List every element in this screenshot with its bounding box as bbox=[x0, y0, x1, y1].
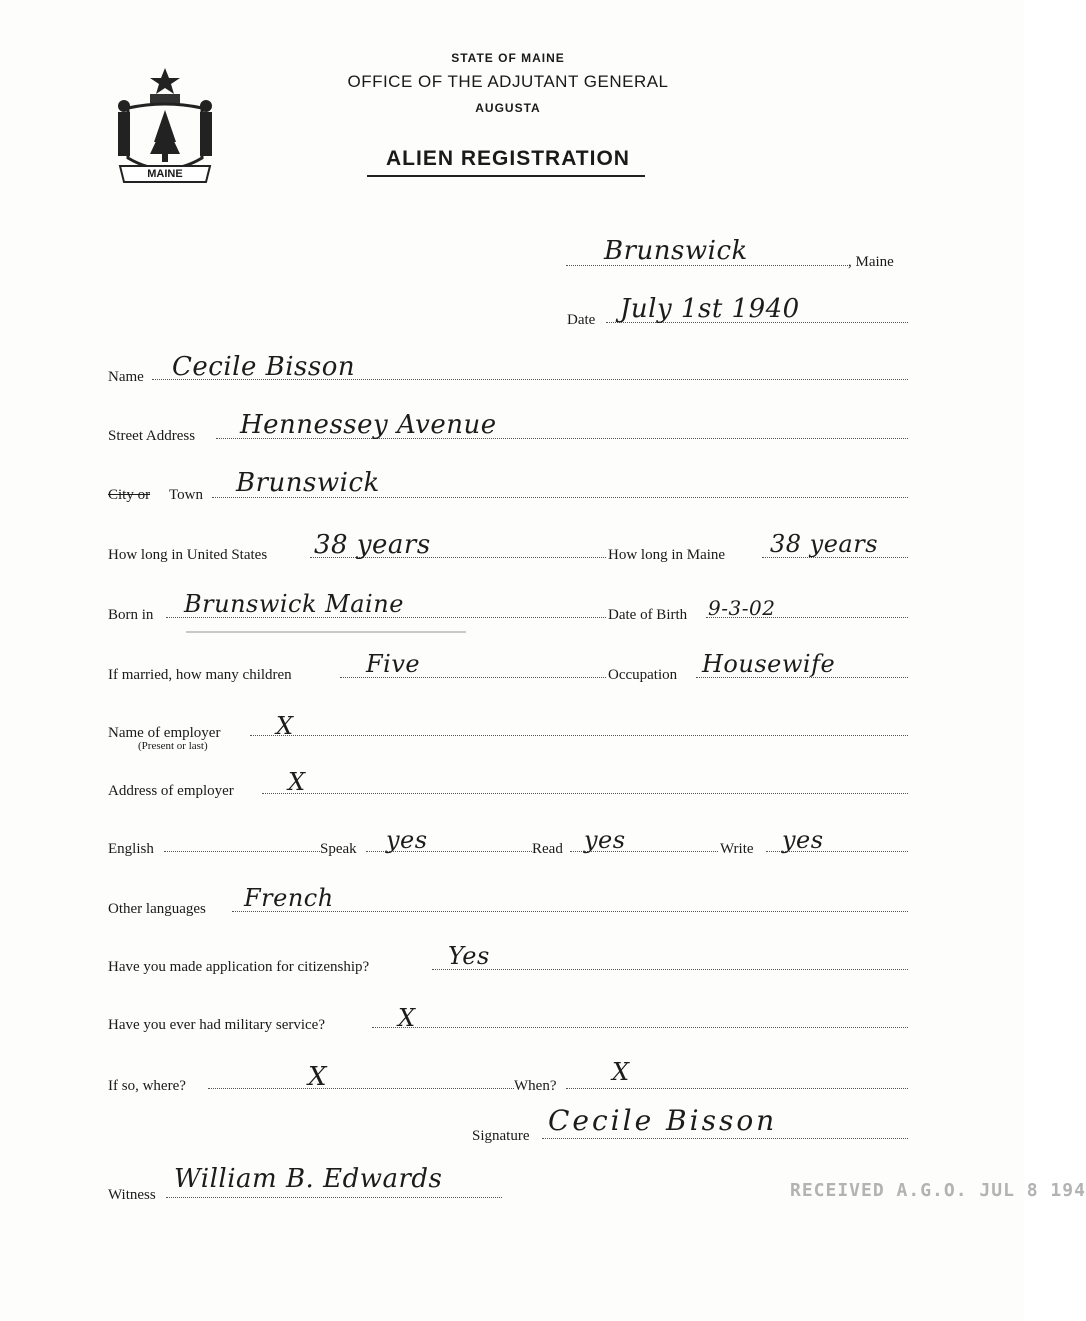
header-state: STATE OF MAINE bbox=[451, 51, 565, 65]
signature-value: Cecile Bisson bbox=[548, 1104, 778, 1137]
citizenship-value: Yes bbox=[448, 942, 490, 970]
street-value: Hennessey Avenue bbox=[240, 410, 497, 440]
other-languages-value: French bbox=[244, 884, 334, 912]
name-value: Cecile Bisson bbox=[172, 352, 356, 382]
how-long-maine-value: 38 years bbox=[770, 530, 879, 558]
write-value: yes bbox=[782, 826, 824, 854]
english-label: English bbox=[108, 841, 154, 857]
how-long-us-value: 38 years bbox=[314, 530, 431, 560]
where-value: X bbox=[308, 1062, 328, 1092]
town-label: Town bbox=[169, 487, 203, 503]
employer-address-value: X bbox=[288, 768, 306, 796]
town-value: Brunswick bbox=[236, 468, 380, 498]
how-long-maine-label: How long in Maine bbox=[608, 547, 726, 563]
title-underline bbox=[367, 175, 645, 177]
born-in-label: Born in bbox=[108, 607, 154, 623]
occupation-label: Occupation bbox=[608, 667, 678, 683]
employer-address-label: Address of employer bbox=[108, 783, 234, 799]
header-city: AUGUSTA bbox=[475, 101, 541, 115]
header-office: OFFICE OF THE ADJUTANT GENERAL bbox=[347, 72, 669, 91]
signature-label: Signature bbox=[472, 1128, 530, 1144]
military-label: Have you ever had military service? bbox=[108, 1017, 325, 1033]
city-or-label: City or bbox=[108, 487, 151, 503]
date-label: Date bbox=[567, 312, 596, 328]
employer-label: Name of employer bbox=[108, 725, 221, 741]
dob-label: Date of Birth bbox=[608, 607, 688, 623]
other-languages-label: Other languages bbox=[108, 901, 206, 917]
when-value: X bbox=[612, 1058, 630, 1086]
where-label: If so, where? bbox=[108, 1078, 186, 1094]
maine-label: , Maine bbox=[848, 254, 894, 270]
write-label: Write bbox=[720, 841, 754, 857]
name-label: Name bbox=[108, 369, 144, 385]
citizenship-label: Have you made application for citizenship? bbox=[108, 959, 370, 975]
military-value: X bbox=[398, 1004, 416, 1032]
place-value: Brunswick bbox=[604, 236, 748, 266]
employer-value: X bbox=[276, 712, 294, 740]
speak-label: Speak bbox=[320, 841, 357, 857]
born-in-underline bbox=[186, 631, 466, 633]
form-title: ALIEN REGISTRATION bbox=[386, 147, 630, 170]
street-label: Street Address bbox=[108, 428, 196, 444]
when-label: When? bbox=[514, 1078, 557, 1094]
children-label: If married, how many children bbox=[108, 667, 292, 683]
date-value: July 1st 1940 bbox=[620, 294, 800, 324]
witness-value: William B. Edwards bbox=[174, 1164, 443, 1194]
dob-value: 9-3-02 bbox=[708, 596, 776, 620]
born-in-value: Brunswick Maine bbox=[184, 590, 404, 618]
children-value: Five bbox=[366, 650, 421, 678]
speak-value: yes bbox=[386, 826, 428, 854]
read-label: Read bbox=[532, 841, 563, 857]
received-stamp: RECEIVED A.G.O. JUL 8 194 bbox=[790, 1180, 1086, 1201]
how-long-us-label: How long in United States bbox=[108, 547, 268, 563]
read-value: yes bbox=[584, 826, 626, 854]
seal-text: MAINE bbox=[147, 168, 183, 180]
occupation-value: Housewife bbox=[702, 650, 836, 678]
employer-note: (Present or last) bbox=[138, 740, 208, 752]
witness-label: Witness bbox=[108, 1187, 156, 1203]
